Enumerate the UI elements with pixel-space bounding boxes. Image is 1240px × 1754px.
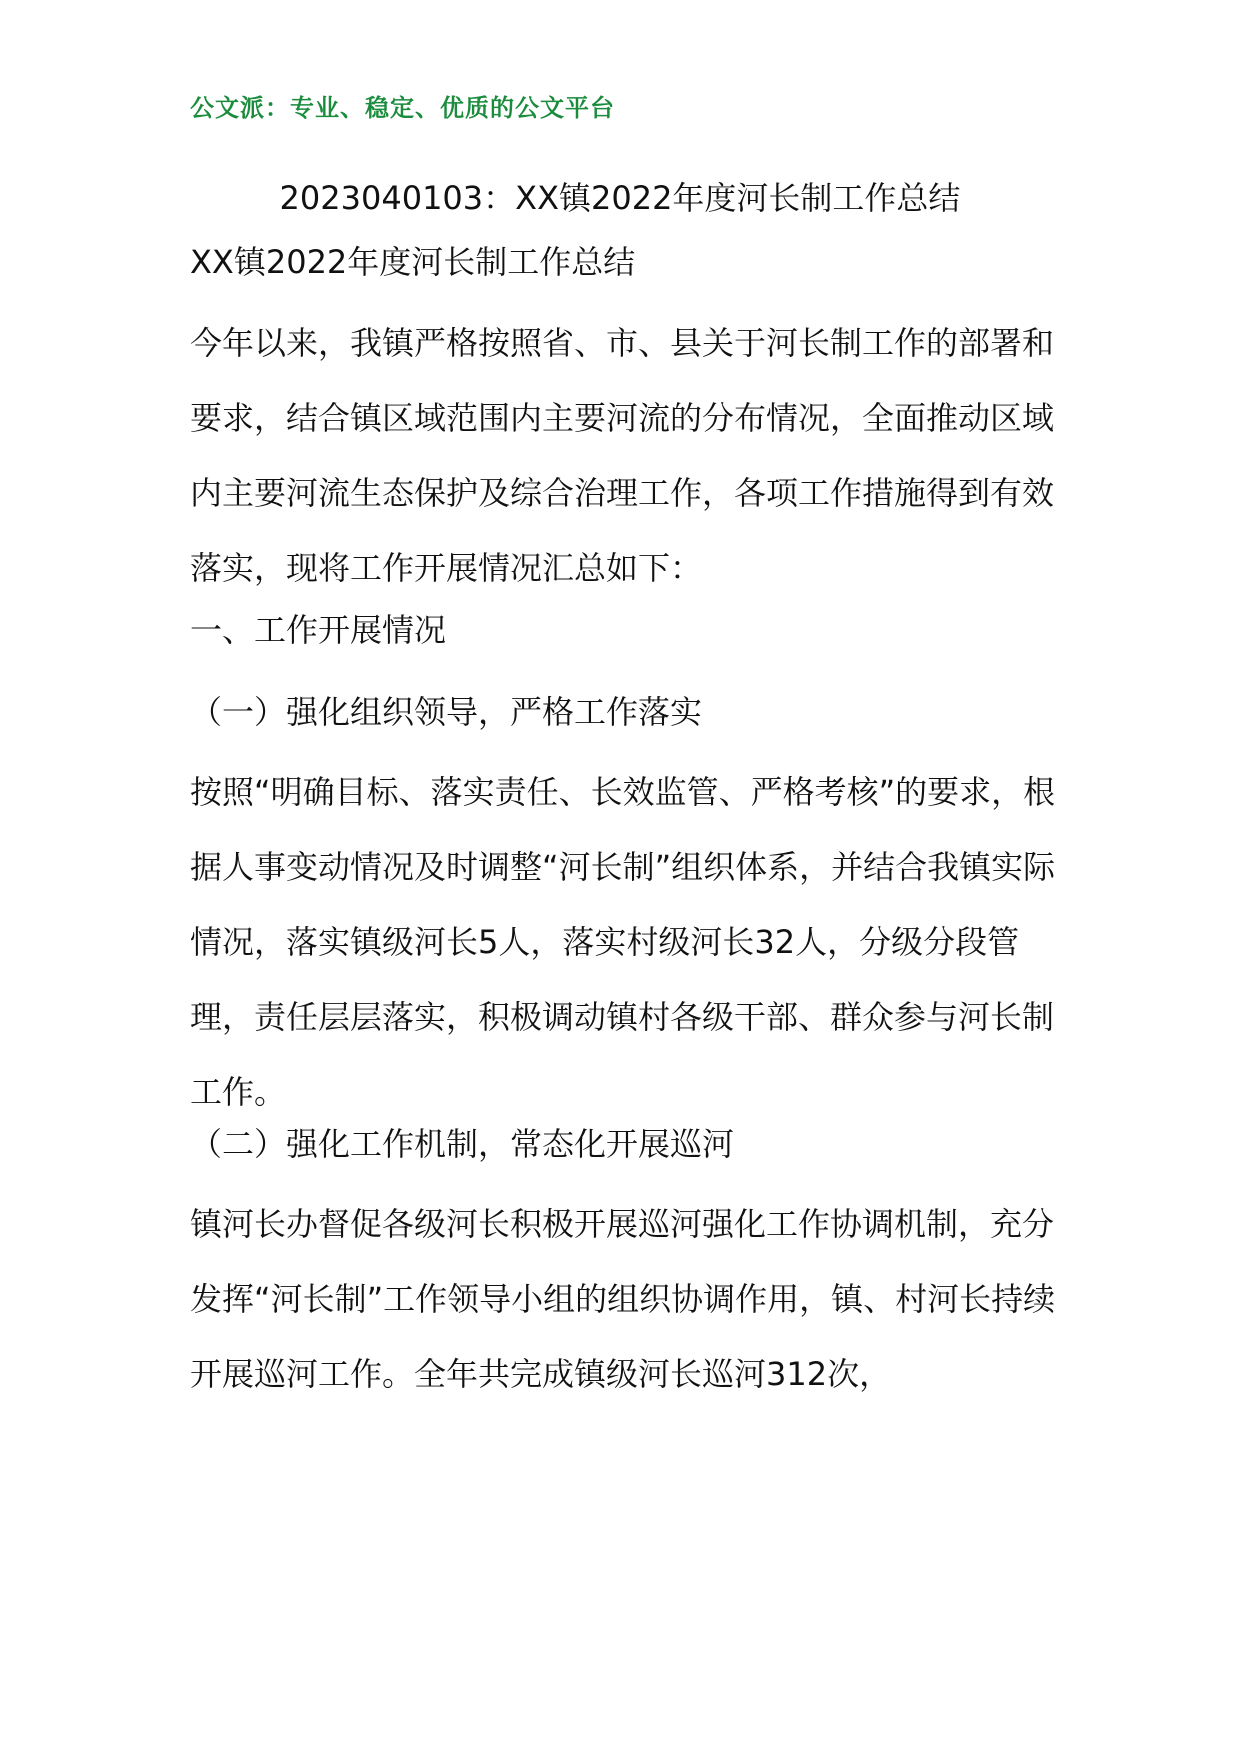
document-title: 2023040103：XX镇2022年度河长制工作总结 (279, 179, 961, 217)
document-subtitle: XX镇2022年度河长制工作总结 (190, 243, 636, 281)
subsection-body-1: 按照“明确目标、落实责任、长效监管、严格考核”的要求，根据人事变动情况及时调整“河长制”组织体系，并结合我镇实际情况，落实镇级河长5人，落实村级河长32人，分级分段管理，责任层层落实，积极调动镇村各级干部、群众参与河长制工作。 (190, 773, 1056, 1111)
section-heading-1: 一、工作开展情况 (190, 611, 447, 649)
subsection-body-2: 镇河长办督促各级河长积极开展巡河强化工作协调机制，充分发挥“河长制”工作领导小组的组织协调作用，镇、村河长持续开展巡河工作。全年共完成镇级河长巡河312次， (190, 1205, 1056, 1393)
subsection-heading-2: （二）强化工作机制，常态化开展巡河 (190, 1125, 735, 1163)
intro-paragraph: 今年以来，我镇严格按照省、市、县关于河长制工作的部署和要求，结合镇区域范围内主要河流的分布情况，全面推动区域内主要河流生态保护及综合治理工作，各项工作措施得到有效落实，现将工作开展情况汇总如下： (190, 324, 1055, 587)
brand-header: 公文派：专业、稳定、优质的公文平台 (190, 94, 615, 122)
subsection-heading-1: （一）强化组织领导，严格工作落实 (190, 693, 703, 731)
